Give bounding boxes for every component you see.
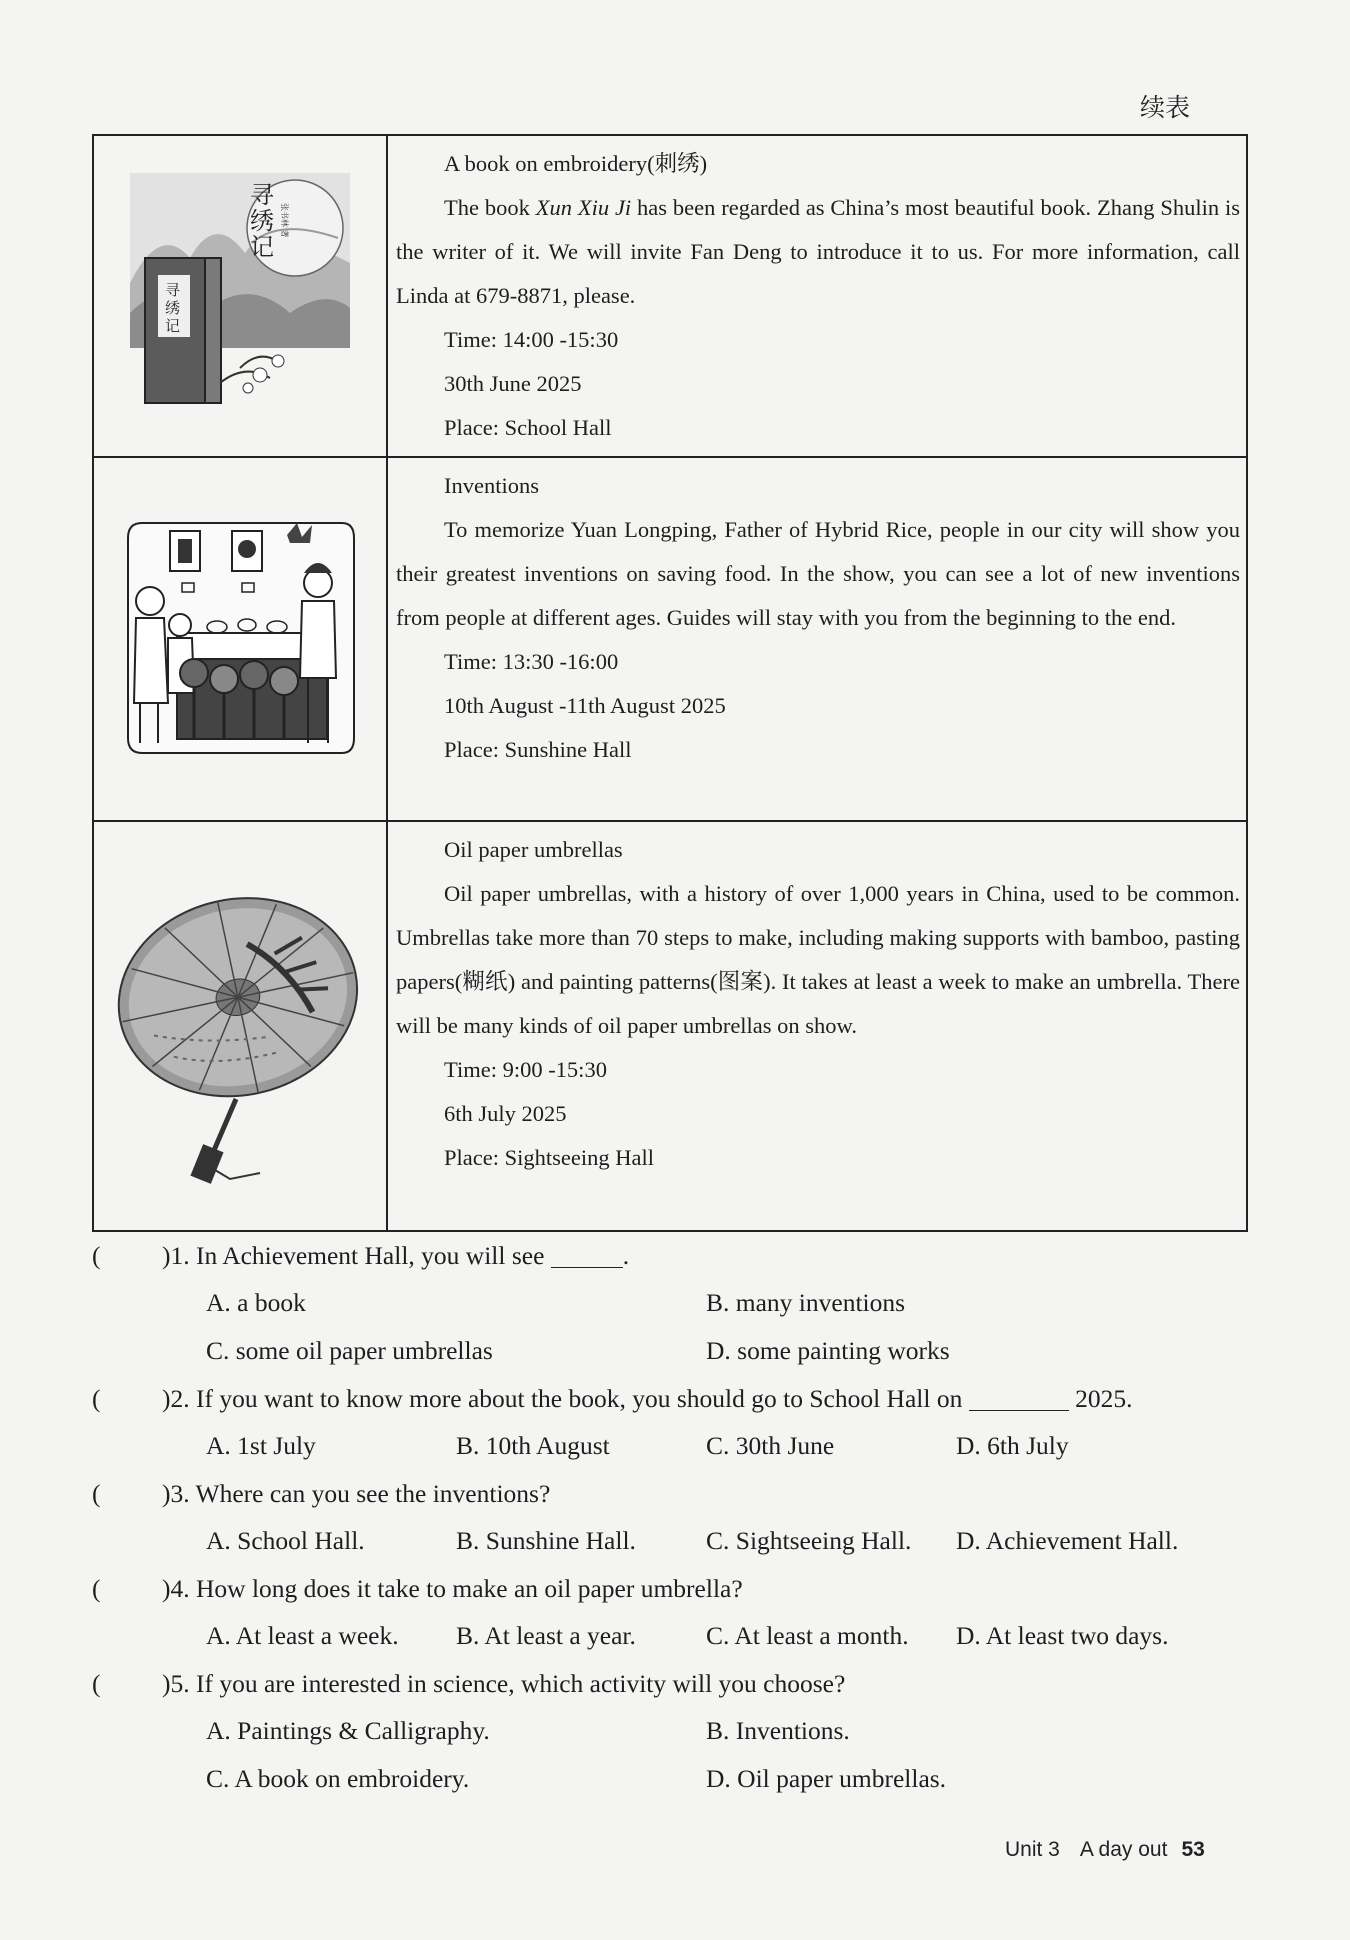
option-b[interactable]: B. Sunshine Hall. [456, 1526, 636, 1555]
option-a[interactable]: A. At least a week. [206, 1621, 399, 1650]
embroidery-desc-post: has been regarded as China’s most beautiful book. Zhang Shulin is the writer of it. We will invite Fan Deng to introduce it to us. For more information, call Linda at 679-8871, please. [396, 195, 1240, 308]
inventions-date: 10th August -11th August 2025 [444, 693, 726, 718]
cover-title-char-2: 绣 [250, 207, 274, 235]
page-number: 53 [1181, 1838, 1205, 1861]
question-text: )3. Where can you see the inventions? [162, 1479, 551, 1508]
oil-paper-umbrella-image [110, 867, 370, 1187]
question-4-options [92, 1612, 1252, 1660]
embroidery-description [396, 186, 1240, 318]
question-text [162, 1232, 629, 1279]
option-b[interactable]: B. Inventions. [706, 1716, 850, 1745]
question-text: )4. How long does it take to make an oil paper umbrella? [162, 1574, 743, 1603]
question-prefix: )1. In Achievement Hall, you will see [162, 1241, 551, 1270]
cover-title-char-3: 记 [250, 233, 274, 261]
inventions-image-cell [93, 457, 387, 821]
inventions-illustration [122, 513, 358, 763]
page-footer [1005, 1838, 1205, 1862]
option-c[interactable]: C. A book on embroidery. [206, 1764, 470, 1793]
spine-title-char-3: 记 [165, 317, 181, 335]
option-d[interactable]: D. Oil paper umbrellas. [706, 1764, 947, 1793]
answer-paren[interactable]: ( [92, 1669, 101, 1698]
option-c[interactable]: C. At least a month. [706, 1621, 909, 1650]
option-d[interactable]: D. some painting works [706, 1336, 950, 1365]
answer-paren[interactable]: ( [92, 1574, 101, 1603]
embroidery-date: 30th June 2025 [444, 371, 582, 396]
question-2-options [92, 1422, 1252, 1470]
option-a[interactable]: A. 1st July [206, 1431, 316, 1460]
embroidery-place: Place: School Hall [444, 415, 612, 440]
question-text [162, 1375, 1132, 1422]
embroidery-title: A book on embroidery(刺绣) [444, 151, 708, 176]
activity-table [92, 134, 1248, 1232]
question-2 [92, 1375, 1252, 1422]
spine-title-char-1: 寻 [165, 281, 181, 299]
question-3-options [92, 1517, 1252, 1565]
question-suffix: 2025. [1068, 1384, 1133, 1413]
book-name: Xun Xiu Ji [535, 195, 632, 220]
question-1-options-row-1 [92, 1279, 1252, 1327]
option-d[interactable]: D. At least two days. [956, 1621, 1169, 1650]
umbrellas-date: 6th July 2025 [444, 1101, 567, 1126]
answer-paren[interactable]: ( [92, 1384, 101, 1413]
question-5-options-row-1 [92, 1707, 1252, 1755]
umbrellas-description: Oil paper umbrellas, with a history of over 1,000 years in China, used to be common. Umbrellas take more than 70 steps to make, including making supports with bamboo, pasting papers(糊纸) and painting patterns(图案). It takes at least a week to make an umbrella. There will be many kinds of oil paper umbrellas on show. [396, 881, 1240, 1038]
option-d[interactable]: D. 6th July [956, 1431, 1069, 1460]
umbrellas-title: Oil paper umbrellas [444, 837, 623, 862]
activity-row-inventions [93, 457, 1247, 821]
footer-title: A day out [1079, 1838, 1168, 1861]
embroidery-time: Time: 14:00 -15:30 [444, 327, 619, 352]
question-5 [92, 1660, 1252, 1707]
question-1-options-row-2 [92, 1327, 1252, 1375]
option-c[interactable]: C. 30th June [706, 1431, 835, 1460]
inventions-time: Time: 13:30 -16:00 [444, 649, 619, 674]
question-prefix: )2. If you want to know more about the book, you should go to School Hall on [162, 1384, 969, 1413]
question-1 [92, 1232, 1252, 1279]
question-text: )5. If you are interested in science, which activity will you choose? [162, 1669, 846, 1698]
question-suffix: . [622, 1241, 630, 1270]
inventions-place: Place: Sunshine Hall [444, 737, 632, 762]
umbrellas-place: Place: Sightseeing Hall [444, 1145, 654, 1170]
cover-title-char-1: 寻 [250, 181, 274, 209]
answer-paren[interactable]: ( [92, 1479, 101, 1508]
option-b[interactable]: B. 10th August [456, 1431, 610, 1460]
book-image-cell [93, 135, 387, 457]
answer-blank[interactable] [551, 1241, 623, 1268]
question-5-options-row-2 [92, 1755, 1252, 1803]
answer-blank[interactable] [969, 1384, 1069, 1411]
footer-unit: Unit 3 [1005, 1838, 1060, 1861]
inventions-title: Inventions [444, 473, 539, 498]
option-b[interactable]: B. many inventions [706, 1288, 906, 1317]
option-c[interactable]: C. Sightseeing Hall. [706, 1526, 912, 1555]
embroidery-text-cell [387, 135, 1247, 457]
option-b[interactable]: B. At least a year. [456, 1621, 636, 1650]
umbrellas-text-cell [387, 821, 1247, 1231]
spine-title-char-2: 绣 [165, 299, 181, 317]
option-a[interactable]: A. a book [206, 1288, 306, 1317]
option-c[interactable]: C. some oil paper umbrellas [206, 1336, 493, 1365]
inventions-description: To memorize Yuan Longping, Father of Hybrid Rice, people in our city will show you their greatest inventions on saving food. In the show, you can see a lot of new inventions from people at different ages. Guides will stay with you from the beginning to the end. [396, 517, 1240, 630]
activity-row-embroidery [93, 135, 1247, 457]
option-a[interactable]: A. School Hall. [206, 1526, 365, 1555]
answer-paren[interactable]: ( [92, 1241, 101, 1270]
activity-row-umbrellas [93, 821, 1247, 1231]
umbrella-image-cell [93, 821, 387, 1231]
option-a[interactable]: A. Paintings & Calligraphy. [206, 1716, 490, 1745]
embroidery-desc-pre: The book [444, 195, 536, 220]
option-d[interactable]: D. Achievement Hall. [956, 1526, 1179, 1555]
questions-section [92, 1232, 1252, 1803]
question-3 [92, 1470, 1252, 1517]
umbrellas-time: Time: 9:00 -15:30 [444, 1057, 607, 1082]
continued-label: 续表 [1140, 93, 1191, 122]
cover-author-text: 张书林 著 [280, 203, 289, 238]
inventions-text-cell [387, 457, 1247, 821]
question-4 [92, 1565, 1252, 1612]
book-cover-image [120, 163, 360, 413]
